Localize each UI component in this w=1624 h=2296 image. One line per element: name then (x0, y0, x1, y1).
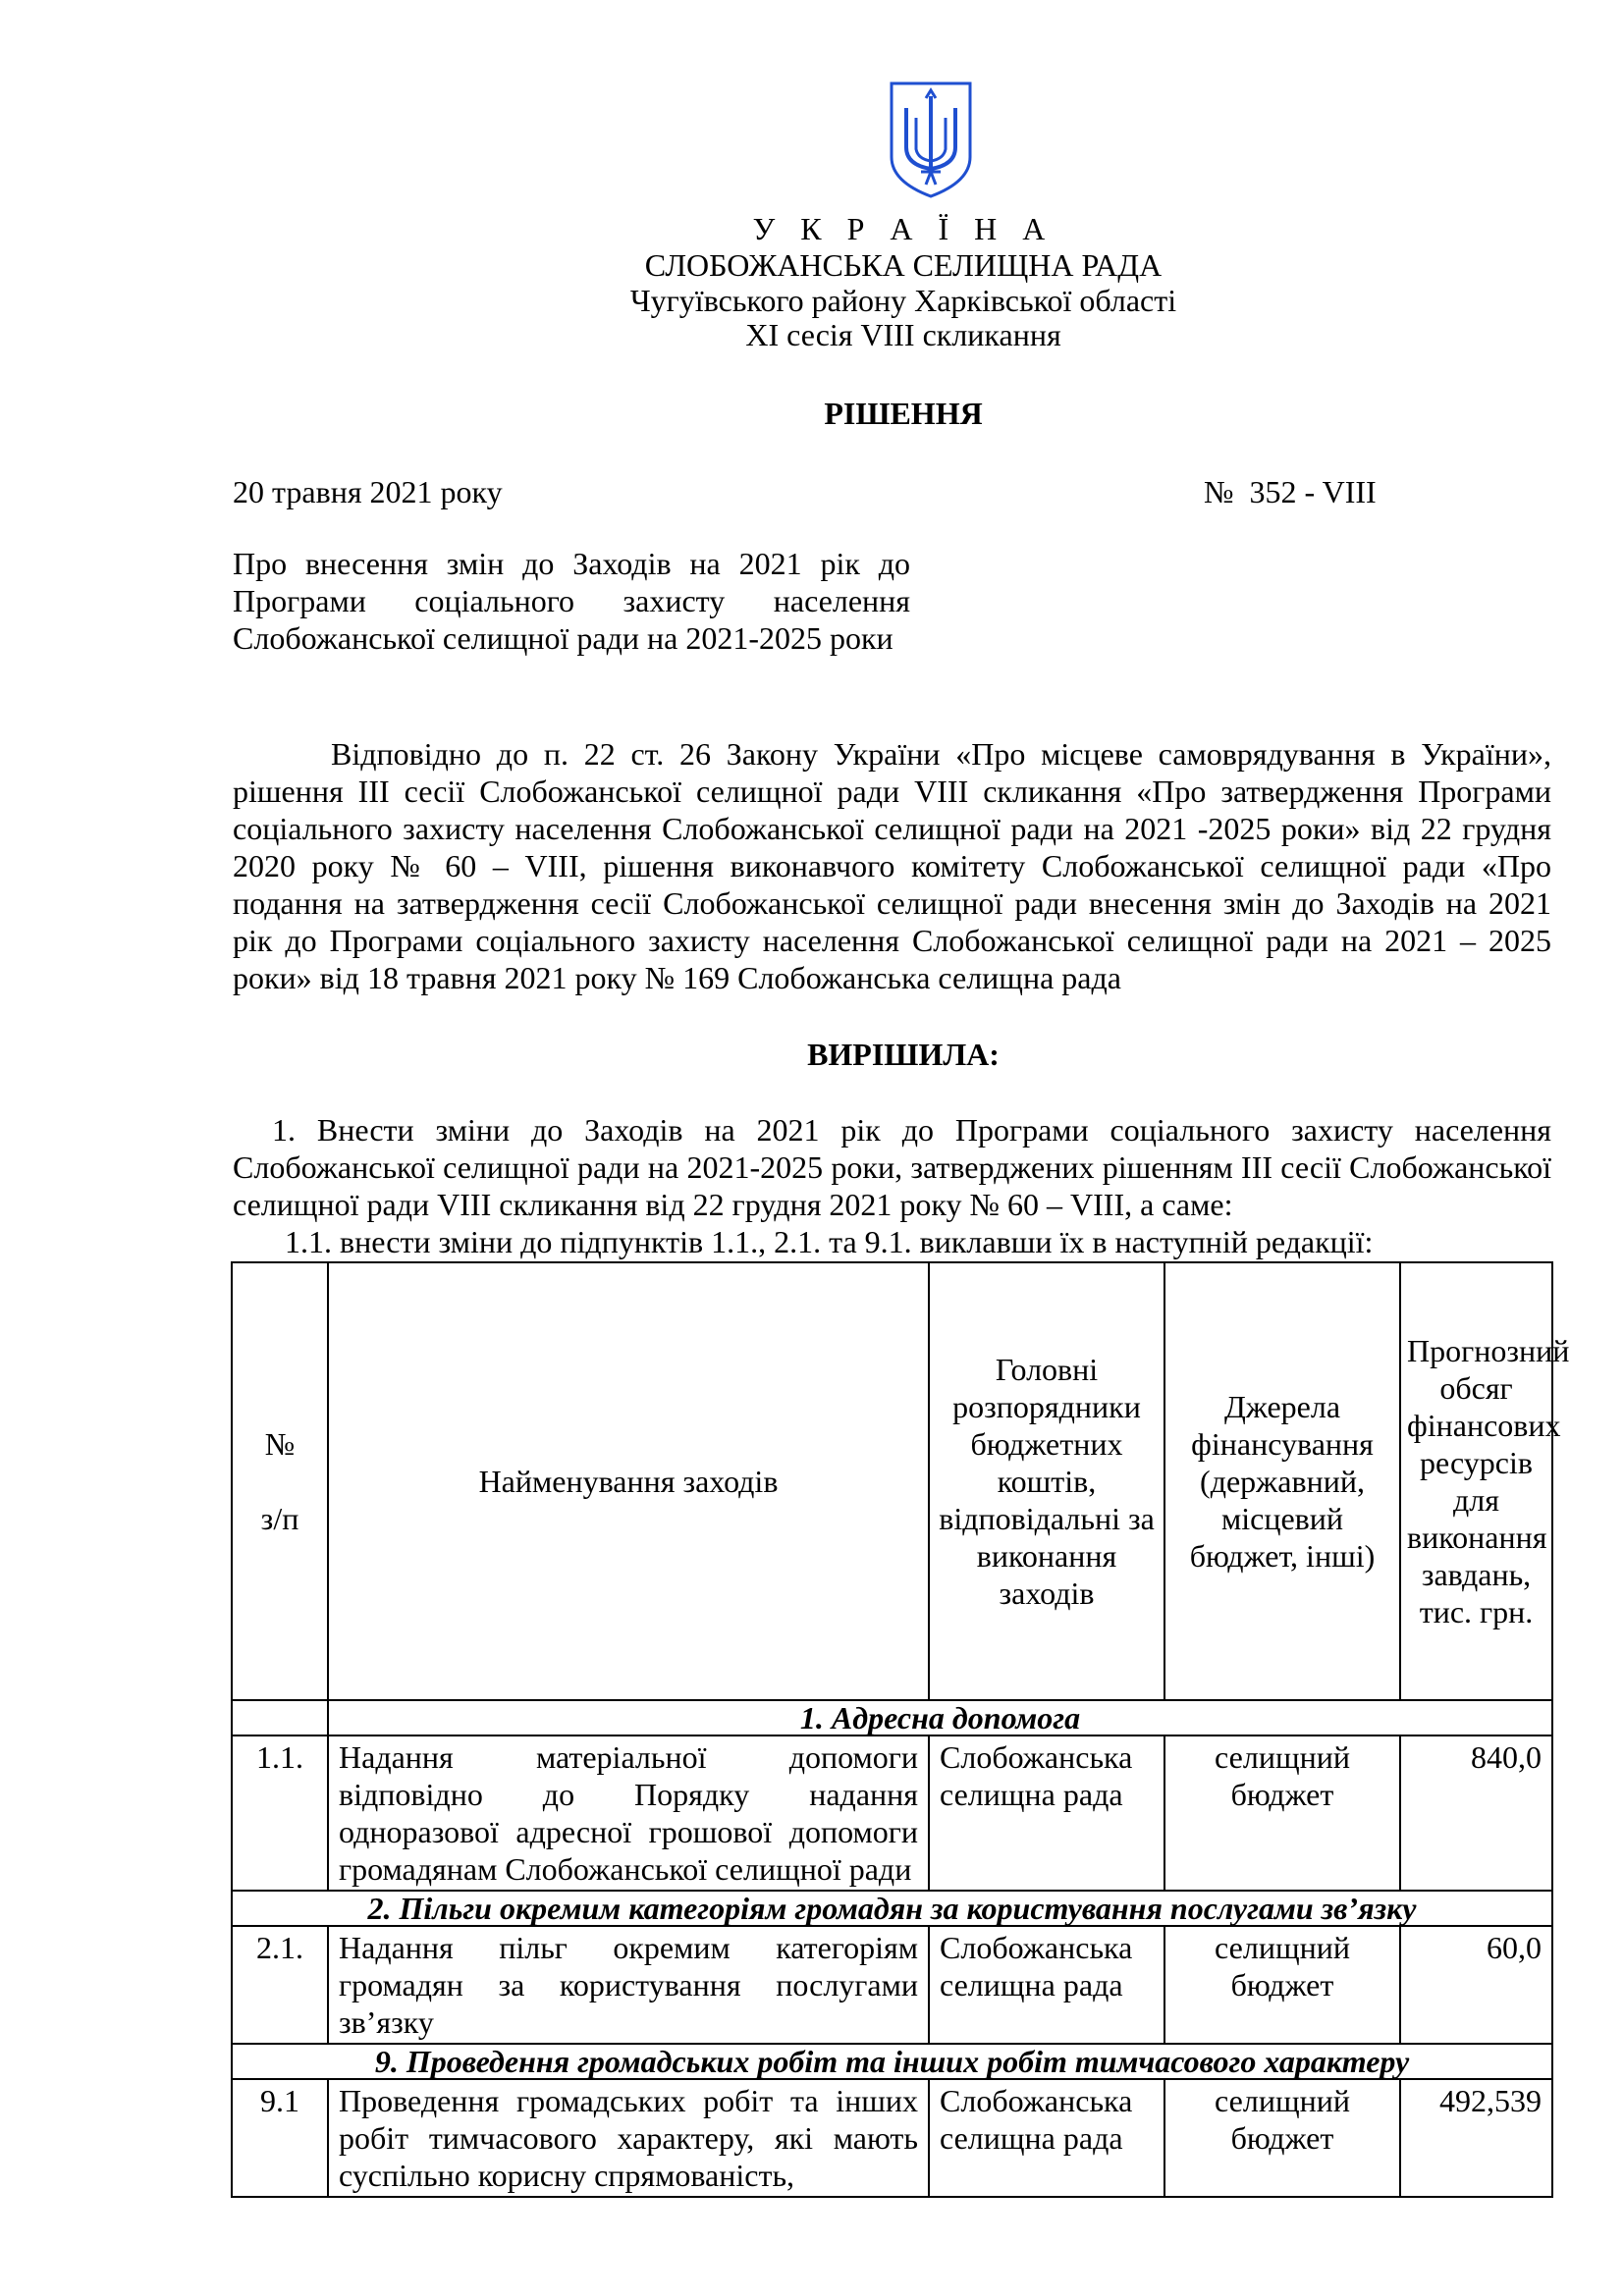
preamble-paragraph: Відповідно до п. 22 ст. 26 Закону України «Про місцеве самоврядування в України», рішення ІІІ сесії Слобожанської селищної ради VІІІ скликання «Про затвердження Програми соціального захисту населення Слобожанської селищної ради на 2021 -2025 роки» від 22 грудня 2020 року № 60 – VIII, рішення виконавчого комітету Слобожанської селищної ради «Про подання на затвердження сесії Слобожанської селищної ради внесення змін до Заходів на 2021 рік до Програми соціального захисту населення Слобожанської селищної ради на 2021 – 2025 роки» від 18 травня 2021 року № 169 Слобожанська селищна рада (233, 736, 1551, 995)
coat-of-arms-icon (887, 79, 975, 201)
section-title: 9. Проведення громадських робіт та інших робіт тимчасового характеру (232, 2044, 1552, 2079)
table-row (232, 1735, 1552, 1891)
decision-subject: Про внесення змін до Заходів на 2021 рік до Програми соціального захисту населення Слобожанської селищної ради на 2021-2025 роки (233, 546, 910, 656)
decision-number: № 352 - VIII (1204, 474, 1377, 509)
row-manager: Слобожанська селищна рада (929, 1735, 1164, 1891)
col-header-forecast: Прогнозний обсяг фінансових ресурсів для виконання завдань, тис. грн. (1400, 1262, 1552, 1700)
row-source: селищний бюджет (1164, 2079, 1400, 2197)
section-title: 1. Адресна допомога (328, 1700, 1552, 1735)
col-header-managers: Головні розпорядники бюджетних коштів, відповідальні за виконання заходів (929, 1262, 1164, 1700)
header-district: Чугуївського району Харківської області (629, 283, 1177, 318)
decision-item-1-1: 1.1. внести зміни до підпунктів 1.1., 2.1. та 9.1. виклавши їх в наступній редакції: (285, 1224, 1374, 1259)
decided-heading: ВИРІШИЛА: (807, 1037, 1000, 1072)
row-num: 2.1. (232, 1926, 328, 2044)
row-manager: Слобожанська селищна рада (929, 1926, 1164, 2044)
row-num: 9.1 (232, 2079, 328, 2197)
row-num: 1.1. (232, 1735, 328, 1891)
document-title: РІШЕННЯ (824, 396, 983, 431)
section-title: 2. Пільги окремим категоріям громадян за користування послугами зв’язку (232, 1891, 1552, 1926)
row-name: Надання пільг окремим категоріям громадян за користування послугами зв’язку (328, 1926, 929, 2044)
header-country: У К Р А Ї Н А (752, 211, 1055, 246)
row-amount: 492,539 (1400, 2079, 1552, 2197)
col-header-sources: Джерела фінансування (державний, місцевий бюджет, інші) (1164, 1262, 1400, 1700)
header-session: XI сесія VIII скликання (745, 317, 1061, 352)
row-amount: 60,0 (1400, 1926, 1552, 2044)
table-row (232, 2079, 1552, 2197)
decision-item-1: 1. Внести зміни до Заходів на 2021 рік до Програми соціального захисту населення Слобожанської селищної ради на 2021-2025 роки, затверджених рішенням ІІІ сесії Слобожанської селищної ради VІІІ скликання від 22 грудня 2021 року № 60 – VIII, а саме: (233, 1112, 1551, 1222)
row-source: селищний бюджет (1164, 1735, 1400, 1891)
section-spacer (232, 1700, 328, 1735)
measures-table (231, 1261, 1570, 2198)
row-name: Надання матеріальної допомоги відповідно до Порядку надання одноразової адресної грошової допомоги громадянам Слобожанської селищної ради (328, 1735, 929, 1891)
col-header-name: Найменування заходів (328, 1262, 929, 1700)
row-amount: 840,0 (1400, 1735, 1552, 1891)
decision-date: 20 травня 2021 року (233, 474, 503, 509)
row-source: селищний бюджет (1164, 1926, 1400, 2044)
col-header-num: № з/п (232, 1262, 328, 1700)
header-council: СЛОБОЖАНСЬКА СЕЛИЩНА РАДА (644, 247, 1163, 283)
table-row (232, 1926, 1552, 2044)
row-name: Проведення громадських робіт та інших робіт тимчасового характеру, які мають суспільно корисну спрямованість, (328, 2079, 929, 2197)
row-manager: Слобожанська селищна рада (929, 2079, 1164, 2197)
